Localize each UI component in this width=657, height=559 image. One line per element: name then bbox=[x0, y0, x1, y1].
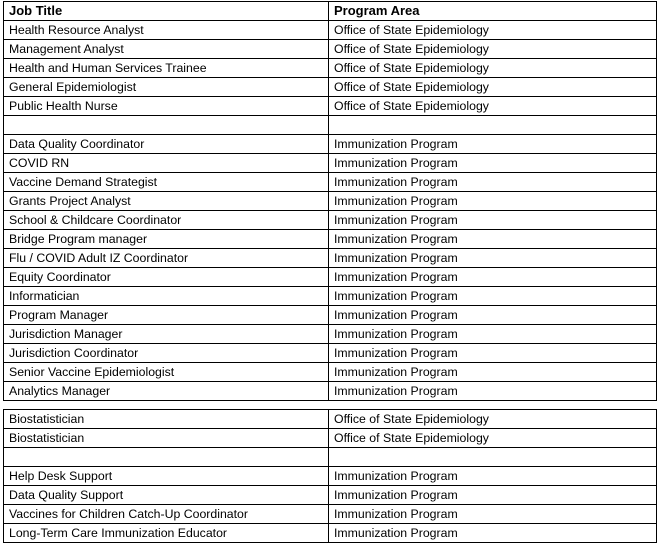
table-row bbox=[4, 249, 657, 268]
job-title-cell: Health and Human Services Trainee bbox=[4, 59, 329, 78]
job-title-cell: General Epidemiologist bbox=[4, 78, 329, 97]
job-title-cell: Biostatistician bbox=[4, 429, 329, 448]
job-title-cell: School & Childcare Coordinator bbox=[4, 211, 329, 230]
program-area-cell: Immunization Program bbox=[329, 192, 657, 211]
job-title-cell bbox=[4, 116, 329, 135]
job-title-cell: Health Resource Analyst bbox=[4, 21, 329, 40]
table-row bbox=[4, 287, 657, 306]
blank-row bbox=[4, 116, 657, 135]
program-area-cell: Immunization Program bbox=[329, 154, 657, 173]
job-title-cell: Data Quality Support bbox=[4, 486, 329, 505]
table-row bbox=[4, 21, 657, 40]
job-title-cell: Help Desk Support bbox=[4, 467, 329, 486]
job-title-cell: Biostatistician bbox=[4, 410, 329, 429]
program-area-cell: Immunization Program bbox=[329, 467, 657, 486]
job-title-cell: Management Analyst bbox=[4, 40, 329, 59]
table-row bbox=[4, 344, 657, 363]
program-area-cell: Office of State Epidemiology bbox=[329, 59, 657, 78]
table-row bbox=[4, 59, 657, 78]
program-area-cell: Office of State Epidemiology bbox=[329, 97, 657, 116]
group-separator-cell bbox=[4, 401, 657, 410]
program-area-cell bbox=[329, 448, 657, 467]
job-table bbox=[3, 1, 657, 543]
table-row bbox=[4, 97, 657, 116]
program-area-cell: Immunization Program bbox=[329, 268, 657, 287]
table-header-row bbox=[4, 2, 657, 21]
program-area-cell: Immunization Program bbox=[329, 230, 657, 249]
table-row bbox=[4, 154, 657, 173]
job-title-cell: Program Manager bbox=[4, 306, 329, 325]
job-title-cell: Public Health Nurse bbox=[4, 97, 329, 116]
job-title-cell: Vaccines for Children Catch-Up Coordinator bbox=[4, 505, 329, 524]
program-area-cell: Immunization Program bbox=[329, 524, 657, 543]
group-separator bbox=[4, 401, 657, 410]
program-area-cell: Immunization Program bbox=[329, 325, 657, 344]
program-area-cell: Immunization Program bbox=[329, 135, 657, 154]
program-area-cell: Immunization Program bbox=[329, 287, 657, 306]
table-row bbox=[4, 429, 657, 448]
program-area-cell: Immunization Program bbox=[329, 173, 657, 192]
table-row bbox=[4, 306, 657, 325]
table-row bbox=[4, 211, 657, 230]
job-title-cell: COVID RN bbox=[4, 154, 329, 173]
program-area-cell: Immunization Program bbox=[329, 363, 657, 382]
program-area-cell: Immunization Program bbox=[329, 211, 657, 230]
job-table-wrapper bbox=[3, 1, 656, 543]
header-program-area: Program Area bbox=[329, 2, 657, 21]
job-table-body bbox=[4, 2, 657, 543]
program-area-cell: Immunization Program bbox=[329, 306, 657, 325]
table-row bbox=[4, 192, 657, 211]
job-title-cell: Analytics Manager bbox=[4, 382, 329, 401]
table-row bbox=[4, 325, 657, 344]
table-row bbox=[4, 382, 657, 401]
program-area-cell: Immunization Program bbox=[329, 505, 657, 524]
job-title-cell: Flu / COVID Adult IZ Coordinator bbox=[4, 249, 329, 268]
table-row bbox=[4, 363, 657, 382]
table-row bbox=[4, 486, 657, 505]
program-area-cell: Office of State Epidemiology bbox=[329, 21, 657, 40]
table-row bbox=[4, 173, 657, 192]
table-row bbox=[4, 505, 657, 524]
header-job-title: Job Title bbox=[4, 2, 329, 21]
table-row bbox=[4, 268, 657, 287]
table-row bbox=[4, 410, 657, 429]
job-title-cell: Informatician bbox=[4, 287, 329, 306]
job-title-cell bbox=[4, 448, 329, 467]
program-area-cell bbox=[329, 116, 657, 135]
table-row bbox=[4, 467, 657, 486]
program-area-cell: Immunization Program bbox=[329, 486, 657, 505]
program-area-cell: Immunization Program bbox=[329, 344, 657, 363]
table-row bbox=[4, 78, 657, 97]
job-title-cell: Vaccine Demand Strategist bbox=[4, 173, 329, 192]
job-title-cell: Long-Term Care Immunization Educator bbox=[4, 524, 329, 543]
job-title-cell: Jurisdiction Coordinator bbox=[4, 344, 329, 363]
job-title-cell: Data Quality Coordinator bbox=[4, 135, 329, 154]
program-area-cell: Immunization Program bbox=[329, 382, 657, 401]
job-title-cell: Grants Project Analyst bbox=[4, 192, 329, 211]
table-row bbox=[4, 230, 657, 249]
blank-row bbox=[4, 448, 657, 467]
job-title-cell: Senior Vaccine Epidemiologist bbox=[4, 363, 329, 382]
table-row bbox=[4, 524, 657, 543]
job-title-cell: Jurisdiction Manager bbox=[4, 325, 329, 344]
job-title-cell: Bridge Program manager bbox=[4, 230, 329, 249]
table-row bbox=[4, 40, 657, 59]
program-area-cell: Immunization Program bbox=[329, 249, 657, 268]
program-area-cell: Office of State Epidemiology bbox=[329, 78, 657, 97]
table-row bbox=[4, 135, 657, 154]
program-area-cell: Office of State Epidemiology bbox=[329, 429, 657, 448]
program-area-cell: Office of State Epidemiology bbox=[329, 40, 657, 59]
job-title-cell: Equity Coordinator bbox=[4, 268, 329, 287]
program-area-cell: Office of State Epidemiology bbox=[329, 410, 657, 429]
